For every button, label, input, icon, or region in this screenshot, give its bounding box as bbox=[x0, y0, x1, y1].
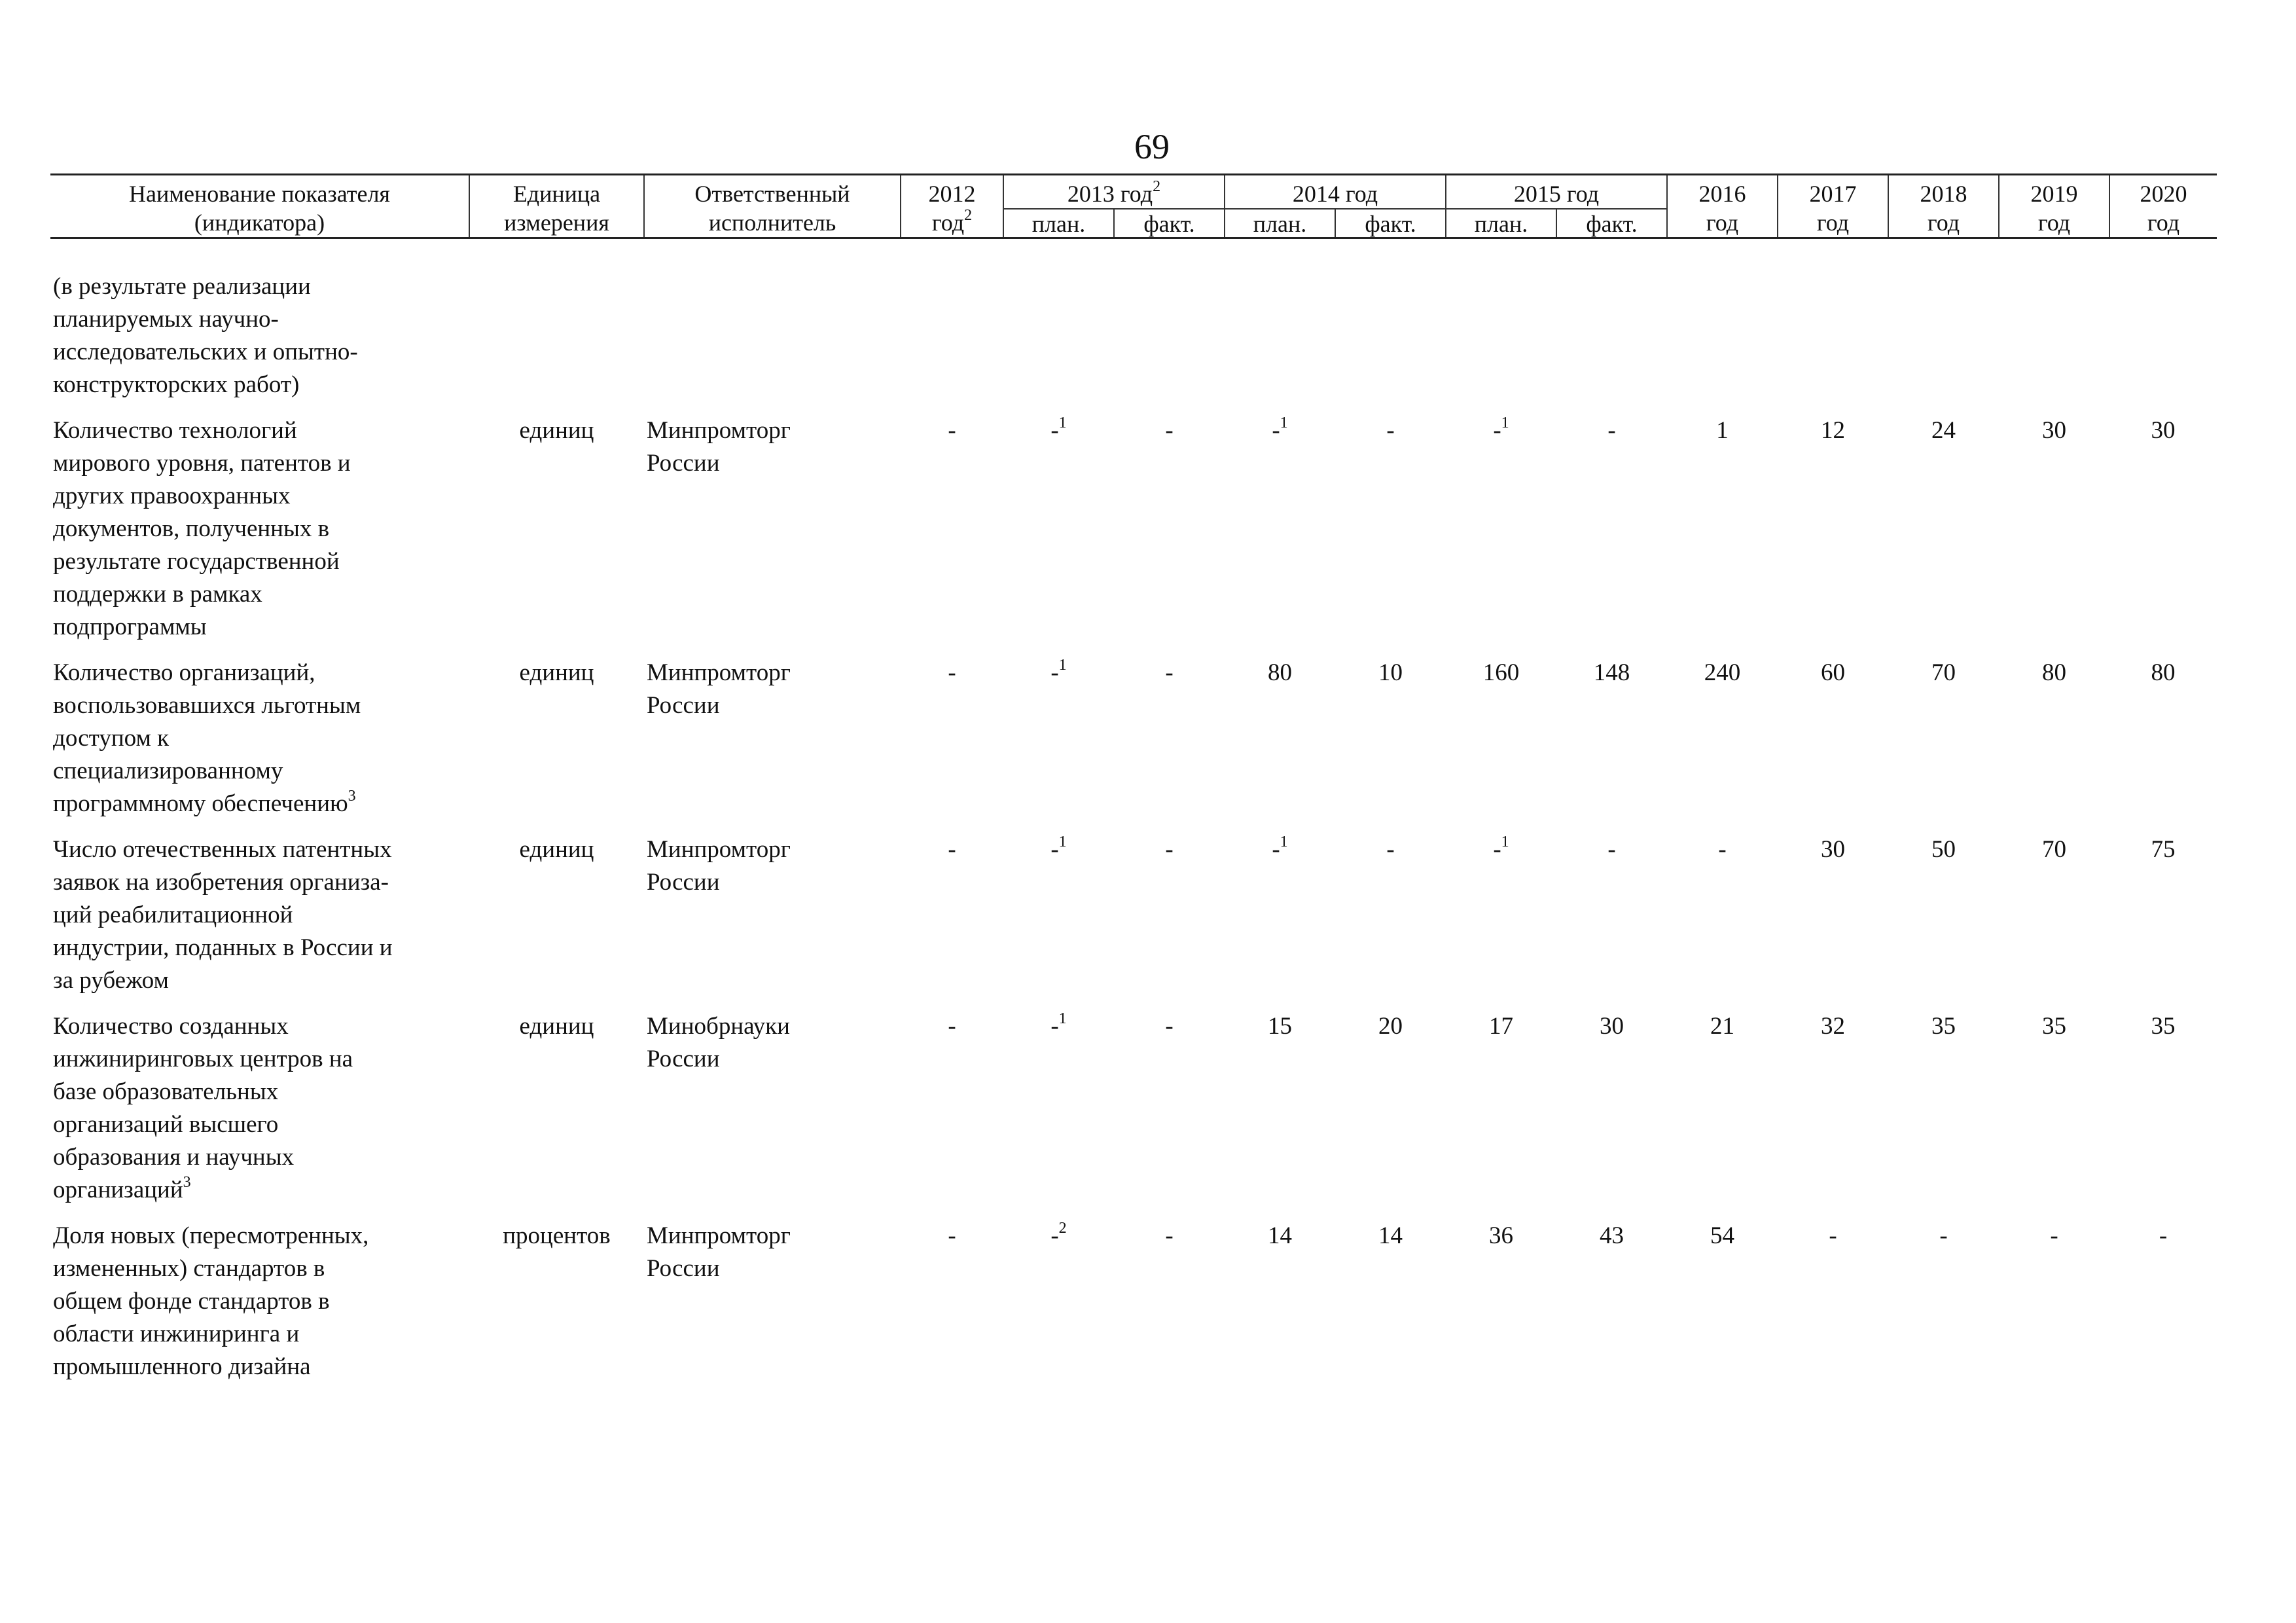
continuation-line: исследовательских и опытно- bbox=[53, 338, 358, 365]
value-2017 bbox=[1778, 1010, 1888, 1220]
header-2017-line2: год bbox=[1816, 210, 1850, 236]
indicator-name-text: других правоохранных bbox=[53, 483, 291, 509]
header-2013-footnote: 2 bbox=[1153, 178, 1161, 195]
continuation-text bbox=[50, 270, 469, 414]
value-2014-plan-text: - bbox=[1272, 836, 1280, 863]
header-2014-label: 2014 год bbox=[1292, 181, 1378, 207]
table-row bbox=[50, 414, 2217, 657]
header-year-2012 bbox=[901, 175, 1003, 238]
value-2018-text: 24 bbox=[1931, 417, 1956, 444]
indicator-name-text: мирового уровня, патентов и bbox=[53, 450, 351, 477]
value-2016-text: 54 bbox=[1710, 1222, 1734, 1249]
executor-line: Минпромторг bbox=[647, 659, 791, 686]
indicator-name-text: организаций высшего bbox=[53, 1111, 279, 1138]
value-2015-plan-text: 17 bbox=[1489, 1013, 1513, 1040]
indicator-name-text: базе образовательных bbox=[53, 1078, 279, 1105]
value-2015-plan bbox=[1446, 833, 1556, 1010]
value-2019-text: 35 bbox=[2042, 1013, 2066, 1040]
value-2015-plan-text: - bbox=[1493, 836, 1501, 863]
value-2012 bbox=[901, 414, 1003, 657]
header-year-2014 bbox=[1225, 175, 1446, 210]
indicator-name-line bbox=[53, 899, 467, 932]
header-year-2015 bbox=[1446, 175, 1667, 210]
value-2015-fact bbox=[1556, 657, 1667, 833]
value-2013-plan-text: - bbox=[1050, 659, 1059, 686]
table-row bbox=[50, 1010, 2217, 1220]
value-2012 bbox=[901, 833, 1003, 1010]
indicator-name-line bbox=[53, 833, 467, 866]
value-2020 bbox=[2109, 1220, 2217, 1396]
header-name-line1: Наименование показателя bbox=[129, 181, 390, 207]
indicator-name bbox=[50, 833, 469, 1010]
value-2020 bbox=[2109, 833, 2217, 1010]
header-2012-line1: 2012 bbox=[928, 181, 976, 207]
value-2017-text: 60 bbox=[1821, 659, 1845, 686]
value-2015-fact-text: 43 bbox=[1600, 1222, 1624, 1249]
indicator-name-text: документов, полученных в bbox=[53, 515, 330, 542]
executor-line: России bbox=[647, 450, 720, 477]
value-2013-plan-footnote: 1 bbox=[1058, 414, 1067, 431]
indicator-name-line bbox=[53, 414, 467, 447]
value-2017 bbox=[1778, 833, 1888, 1010]
header-2015-plan: план. bbox=[1446, 209, 1556, 238]
indicator-name-line bbox=[53, 1285, 467, 1318]
indicator-name-text: организаций bbox=[53, 1176, 183, 1203]
indicator-name-text: измененных) стандартов в bbox=[53, 1255, 325, 1282]
value-2020 bbox=[2109, 657, 2217, 833]
value-2019 bbox=[1999, 657, 2109, 833]
indicator-name-text: Доля новых (пересмотренных, bbox=[53, 1222, 369, 1249]
indicator-name bbox=[50, 1220, 469, 1396]
indicator-name-line bbox=[53, 866, 467, 899]
value-2014-plan bbox=[1225, 833, 1335, 1010]
value-2015-plan-text: - bbox=[1493, 417, 1501, 444]
header-2020-line2: год bbox=[2147, 210, 2180, 236]
value-2014-plan-footnote: 1 bbox=[1280, 833, 1288, 850]
header-2013-fact: факт. bbox=[1114, 209, 1225, 238]
unit-cell: процентов bbox=[503, 1222, 611, 1249]
header-year-2019 bbox=[1999, 175, 2109, 238]
value-2014-fact bbox=[1335, 1220, 1446, 1396]
value-2015-plan-text: 36 bbox=[1489, 1222, 1513, 1249]
header-2017-line1: 2017 bbox=[1809, 181, 1857, 207]
executor-cell bbox=[644, 1010, 901, 1220]
value-2014-fact bbox=[1335, 414, 1446, 657]
header-name-line2: (индикатора) bbox=[194, 210, 325, 236]
value-2012-text: - bbox=[948, 417, 956, 444]
indicator-name-line bbox=[53, 1043, 467, 1076]
value-2013-fact-text: - bbox=[1165, 417, 1174, 444]
value-2013-fact bbox=[1114, 657, 1225, 833]
value-2017-text: 32 bbox=[1821, 1013, 1845, 1040]
header-2016-line1: 2016 bbox=[1698, 181, 1746, 207]
value-2016-text: - bbox=[1718, 836, 1727, 863]
value-2019 bbox=[1999, 833, 2109, 1010]
value-2012-text: - bbox=[948, 659, 956, 686]
value-2015-fact bbox=[1556, 1220, 1667, 1396]
value-2012 bbox=[901, 1010, 1003, 1220]
header-unit-line2: измерения bbox=[504, 210, 609, 236]
indicator-name-line bbox=[53, 447, 467, 480]
header-2018-line1: 2018 bbox=[1920, 181, 1967, 207]
indicator-name bbox=[50, 414, 469, 657]
value-2012 bbox=[901, 657, 1003, 833]
value-2019-text: 30 bbox=[2042, 417, 2066, 444]
value-2018-text: - bbox=[1939, 1222, 1948, 1249]
value-2019 bbox=[1999, 1220, 2109, 1396]
indicator-name-line bbox=[53, 1010, 467, 1043]
value-2017-text: - bbox=[1829, 1222, 1837, 1249]
table-row bbox=[50, 657, 2217, 833]
indicator-name-text: доступом к bbox=[53, 725, 170, 752]
value-2016-text: 21 bbox=[1710, 1013, 1734, 1040]
indicator-name-text: заявок на изобретения организа- bbox=[53, 869, 389, 896]
value-2014-fact bbox=[1335, 833, 1446, 1010]
indicator-name-line bbox=[53, 788, 467, 820]
value-2015-plan bbox=[1446, 414, 1556, 657]
indicator-name-text: программному обеспечению bbox=[53, 790, 348, 817]
value-2014-fact bbox=[1335, 1010, 1446, 1220]
header-unit bbox=[469, 175, 644, 238]
value-2013-plan bbox=[1003, 414, 1114, 657]
header-2014-fact: факт. bbox=[1335, 209, 1446, 238]
value-2013-plan bbox=[1003, 657, 1114, 833]
executor-line: Минпромторг bbox=[647, 417, 791, 444]
header-2013-plan: план. bbox=[1003, 209, 1114, 238]
header-2019-line1: 2019 bbox=[2030, 181, 2078, 207]
value-2016-text: 1 bbox=[1716, 417, 1729, 444]
indicator-name-text: инжиниринговых центров на bbox=[53, 1046, 353, 1072]
value-2014-plan bbox=[1225, 414, 1335, 657]
value-2019-text: 80 bbox=[2042, 659, 2066, 686]
indicator-name-line bbox=[53, 1318, 467, 1351]
value-2017-text: 30 bbox=[1821, 836, 1845, 863]
value-2015-plan-footnote: 1 bbox=[1501, 414, 1509, 431]
value-2012-text: - bbox=[948, 1222, 956, 1249]
value-2016 bbox=[1667, 1220, 1778, 1396]
executor-line: России bbox=[647, 869, 720, 896]
indicator-name-text: Число отечественных патентных bbox=[53, 836, 392, 863]
value-2018 bbox=[1888, 414, 1999, 657]
indicator-name-text: воспользовавшихся льготным bbox=[53, 692, 361, 719]
value-2014-fact-text: 10 bbox=[1378, 659, 1403, 686]
value-2014-plan-text: 80 bbox=[1268, 659, 1292, 686]
value-2020-text: 75 bbox=[2151, 836, 2176, 863]
executor-line: Минпромторг bbox=[647, 1222, 791, 1249]
value-2013-plan-text: - bbox=[1050, 836, 1059, 863]
value-2013-fact-text: - bbox=[1165, 659, 1174, 686]
header-2016-line2: год bbox=[1706, 210, 1739, 236]
indicator-name-line bbox=[53, 545, 467, 578]
indicator-name-footnote: 3 bbox=[183, 1174, 191, 1191]
value-2020-text: 80 bbox=[2151, 659, 2176, 686]
value-2019 bbox=[1999, 1010, 2109, 1220]
unit-cell: единиц bbox=[519, 417, 594, 444]
indicator-name-line bbox=[53, 964, 467, 997]
value-2019-text: - bbox=[2050, 1222, 2058, 1249]
indicators-table bbox=[50, 173, 2217, 1396]
indicator-name-line bbox=[53, 1252, 467, 1285]
value-2015-plan-footnote: 1 bbox=[1501, 833, 1509, 850]
header-year-2018 bbox=[1888, 175, 1999, 238]
executor-cell bbox=[644, 414, 901, 657]
value-2014-plan-text: 14 bbox=[1268, 1222, 1292, 1249]
value-2013-plan-text: - bbox=[1050, 1222, 1059, 1249]
indicator-name-line bbox=[53, 1174, 467, 1207]
indicator-name bbox=[50, 1010, 469, 1220]
indicator-name-text: образования и научных bbox=[53, 1144, 295, 1171]
indicator-name-line bbox=[53, 1220, 467, 1252]
executor-line: России bbox=[647, 1255, 720, 1282]
header-year-2013 bbox=[1003, 175, 1225, 210]
header-exec-line1: Ответственный bbox=[694, 181, 850, 207]
table-header bbox=[50, 175, 2217, 238]
value-2016 bbox=[1667, 414, 1778, 657]
executor-line: Минпромторг bbox=[647, 836, 791, 863]
unit-cell: единиц bbox=[519, 836, 594, 863]
value-2015-fact-text: 30 bbox=[1600, 1013, 1624, 1040]
indicator-name-line bbox=[53, 611, 467, 644]
indicator-name-text: специализированному bbox=[53, 757, 283, 784]
value-2020 bbox=[2109, 414, 2217, 657]
indicator-name-line bbox=[53, 513, 467, 545]
page-number: 69 bbox=[1134, 127, 1170, 166]
indicator-name-text: промышленного дизайна bbox=[53, 1353, 311, 1380]
value-2015-plan-text: 160 bbox=[1482, 659, 1520, 686]
continuation-line: (в результате реализации bbox=[53, 273, 311, 300]
value-2013-fact bbox=[1114, 1220, 1225, 1396]
indicator-name-text: Количество организаций, bbox=[53, 659, 315, 686]
value-2013-plan bbox=[1003, 1220, 1114, 1396]
header-exec-line2: исполнитель bbox=[708, 210, 836, 236]
value-2017 bbox=[1778, 414, 1888, 657]
header-year-2016 bbox=[1667, 175, 1778, 238]
executor-cell bbox=[644, 1220, 901, 1396]
value-2018-text: 70 bbox=[1931, 659, 1956, 686]
indicator-name-text: за рубежом bbox=[53, 967, 169, 994]
value-2013-plan-text: - bbox=[1050, 417, 1059, 444]
value-2015-fact-text: - bbox=[1607, 836, 1616, 863]
value-2018 bbox=[1888, 657, 1999, 833]
executor-cell bbox=[644, 833, 901, 1010]
value-2014-plan bbox=[1225, 1220, 1335, 1396]
header-2012-footnote: 2 bbox=[964, 207, 973, 224]
indicator-name-line bbox=[53, 578, 467, 611]
value-2013-plan-footnote: 1 bbox=[1058, 1010, 1067, 1027]
indicator-name-text: результате государственной bbox=[53, 548, 340, 575]
value-2013-plan-footnote: 2 bbox=[1058, 1220, 1067, 1237]
indicator-name-line bbox=[53, 1108, 467, 1141]
value-2020-text: 35 bbox=[2151, 1013, 2176, 1040]
unit-cell: единиц bbox=[519, 659, 594, 686]
value-2020-text: 30 bbox=[2151, 417, 2176, 444]
value-2015-plan bbox=[1446, 1220, 1556, 1396]
table-row bbox=[50, 1220, 2217, 1396]
value-2020-text: - bbox=[2159, 1222, 2168, 1249]
indicator-name-line bbox=[53, 657, 467, 689]
value-2014-plan-text: 15 bbox=[1268, 1013, 1292, 1040]
value-2017-text: 12 bbox=[1821, 417, 1845, 444]
value-2018-text: 50 bbox=[1931, 836, 1956, 863]
continuation-line: конструкторских работ) bbox=[53, 371, 300, 398]
header-indicator-name bbox=[50, 175, 469, 238]
value-2016 bbox=[1667, 833, 1778, 1010]
value-2016 bbox=[1667, 1010, 1778, 1220]
value-2014-plan bbox=[1225, 1010, 1335, 1220]
header-2015-fact: факт. bbox=[1556, 209, 1667, 238]
value-2013-plan-footnote: 1 bbox=[1058, 657, 1067, 674]
header-2018-line2: год bbox=[1927, 210, 1960, 236]
executor-line: России bbox=[647, 1046, 720, 1072]
indicator-name-text: поддержки в рамках bbox=[53, 581, 262, 608]
value-2015-fact-text: 148 bbox=[1593, 659, 1630, 686]
value-2019-text: 70 bbox=[2042, 836, 2066, 863]
value-2013-fact-text: - bbox=[1165, 1013, 1174, 1040]
value-2018 bbox=[1888, 1220, 1999, 1396]
indicator-rows bbox=[50, 414, 2217, 1396]
header-executor bbox=[644, 175, 901, 238]
header-year-2020 bbox=[2109, 175, 2217, 238]
header-2012-line2: год bbox=[931, 210, 965, 236]
value-2015-fact bbox=[1556, 1010, 1667, 1220]
indicator-name-text: индустрии, поданных в России и bbox=[53, 934, 393, 961]
indicator-name-line bbox=[53, 1141, 467, 1174]
value-2014-plan-text: - bbox=[1272, 417, 1280, 444]
value-2020 bbox=[2109, 1010, 2217, 1220]
value-2014-fact-text: 14 bbox=[1378, 1222, 1403, 1249]
indicator-name-line bbox=[53, 1076, 467, 1108]
indicator-name-text: общем фонде стандартов в bbox=[53, 1288, 330, 1315]
indicator-name bbox=[50, 657, 469, 833]
value-2015-fact-text: - bbox=[1607, 417, 1616, 444]
value-2015-plan bbox=[1446, 657, 1556, 833]
table-row bbox=[50, 833, 2217, 1010]
value-2018-text: 35 bbox=[1931, 1013, 1956, 1040]
value-2013-fact bbox=[1114, 1010, 1225, 1220]
header-2013-label: 2013 год bbox=[1067, 181, 1153, 207]
indicator-name-line bbox=[53, 932, 467, 964]
value-2012 bbox=[901, 1220, 1003, 1396]
value-2014-fact-text: 20 bbox=[1378, 1013, 1403, 1040]
indicator-name-line bbox=[53, 689, 467, 722]
value-2014-fact-text: - bbox=[1386, 836, 1395, 863]
indicator-name-line bbox=[53, 480, 467, 513]
continuation-line: планируемых научно- bbox=[53, 306, 279, 333]
table-body bbox=[50, 238, 2217, 415]
value-2016 bbox=[1667, 657, 1778, 833]
indicator-name-text: подпрограммы bbox=[53, 613, 207, 640]
unit-cell: единиц bbox=[519, 1013, 594, 1040]
value-2016-text: 240 bbox=[1704, 659, 1741, 686]
value-2014-plan bbox=[1225, 657, 1335, 833]
value-2019 bbox=[1999, 414, 2109, 657]
indicator-name-line bbox=[53, 1351, 467, 1383]
value-2013-plan-footnote: 1 bbox=[1058, 833, 1067, 850]
header-year-2017 bbox=[1778, 175, 1888, 238]
value-2012-text: - bbox=[948, 836, 956, 863]
value-2017 bbox=[1778, 1220, 1888, 1396]
indicator-name-text: Количество созданных bbox=[53, 1013, 289, 1040]
value-2018 bbox=[1888, 1010, 1999, 1220]
value-2013-fact-text: - bbox=[1165, 1222, 1174, 1249]
value-2015-fact bbox=[1556, 833, 1667, 1010]
value-2013-fact-text: - bbox=[1165, 836, 1174, 863]
value-2015-plan bbox=[1446, 1010, 1556, 1220]
executor-line: России bbox=[647, 692, 720, 719]
value-2013-fact bbox=[1114, 833, 1225, 1010]
header-unit-line1: Единица bbox=[512, 181, 601, 207]
indicator-name-line bbox=[53, 755, 467, 788]
value-2015-fact bbox=[1556, 414, 1667, 657]
header-2019-line2: год bbox=[2037, 210, 2071, 236]
header-2014-plan: план. bbox=[1225, 209, 1335, 238]
indicator-name-text: Количество технологий bbox=[53, 417, 297, 444]
indicator-name-line bbox=[53, 722, 467, 755]
value-2013-plan bbox=[1003, 833, 1114, 1010]
value-2014-fact-text: - bbox=[1386, 417, 1395, 444]
value-2014-plan-footnote: 1 bbox=[1280, 414, 1288, 431]
continuation-row bbox=[50, 270, 2217, 414]
indicator-name-text: области инжиниринга и bbox=[53, 1321, 300, 1347]
value-2017 bbox=[1778, 657, 1888, 833]
value-2018 bbox=[1888, 833, 1999, 1010]
value-2013-plan-text: - bbox=[1050, 1013, 1059, 1040]
value-2012-text: - bbox=[948, 1013, 956, 1040]
executor-cell bbox=[644, 657, 901, 833]
executor-line: Минобрнауки bbox=[647, 1013, 790, 1040]
indicator-name-text: ций реабилитационной bbox=[53, 902, 293, 928]
indicator-name-footnote: 3 bbox=[348, 788, 356, 805]
value-2013-fact bbox=[1114, 414, 1225, 657]
header-2020-line1: 2020 bbox=[2140, 181, 2187, 207]
value-2013-plan bbox=[1003, 1010, 1114, 1220]
value-2014-fact bbox=[1335, 657, 1446, 833]
header-2015-label: 2015 год bbox=[1513, 181, 1600, 207]
